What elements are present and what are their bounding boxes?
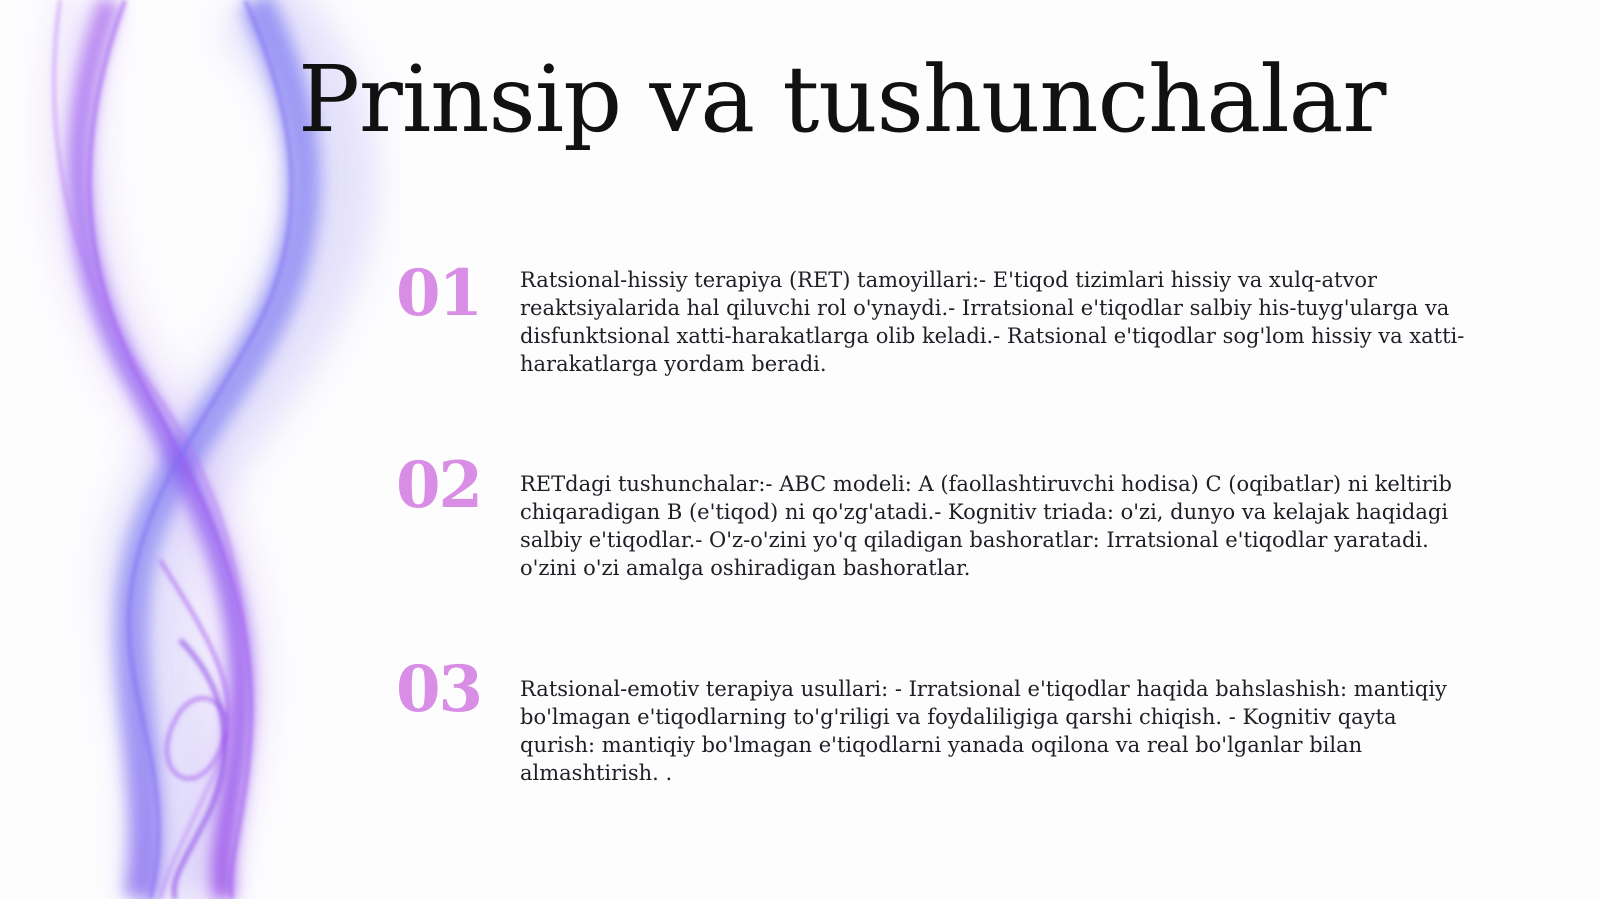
item-text: Ratsional-hissiy terapiya (RET) tamoyillari:- E'tiqod tizimlari hissiy va xulq-atvor reaktsiyalarida hal qiluvchi rol o'ynaydi.- Irratsional e'tiqodlar salbiy his-tuyg'ularga va disfunktsional xatti-harakatlarga olib keladi.- Ratsional e'tiqodlar sog'lom hissiy va xatti-harakatlarga yordam beradi.	[520, 268, 1465, 376]
item-number: 03	[396, 652, 482, 727]
item-text: Ratsional-emotiv terapiya usullari: - Irratsional e'tiqodlar haqida bahslashish: mantiqiy bo'lmagan e'tiqodlarning to'g'riligi va foydaliligiga qarshi chiqish. - Kognitiv qayta qurish: mantiqiy bo'lmagan e'tiqodlarni yanada oqilona va real bo'lganlar bilan almashtirish. .	[520, 677, 1447, 785]
slide-title: Prinsip va tushunchalar	[298, 46, 1386, 153]
item-text: RETdagi tushunchalar:- ABC modeli: A (faollashtiruvchi hodisa) C (oqibatlar) ni keltirib chiqaradigan B (e'tiqod) ni qo'zg'atadi.- Kognitiv triada: o'zi, dunyo va kelajak haqidagi salbiy e'tiqodlar.- O'z-o'zini yo'q qiladigan bashoratlar: Irratsional e'tiqodlar yaratadi. o'zini o'zi amalga oshiradigan bashoratlar.	[520, 472, 1452, 580]
item-number: 01	[396, 256, 482, 331]
item-number: 02	[396, 448, 482, 523]
